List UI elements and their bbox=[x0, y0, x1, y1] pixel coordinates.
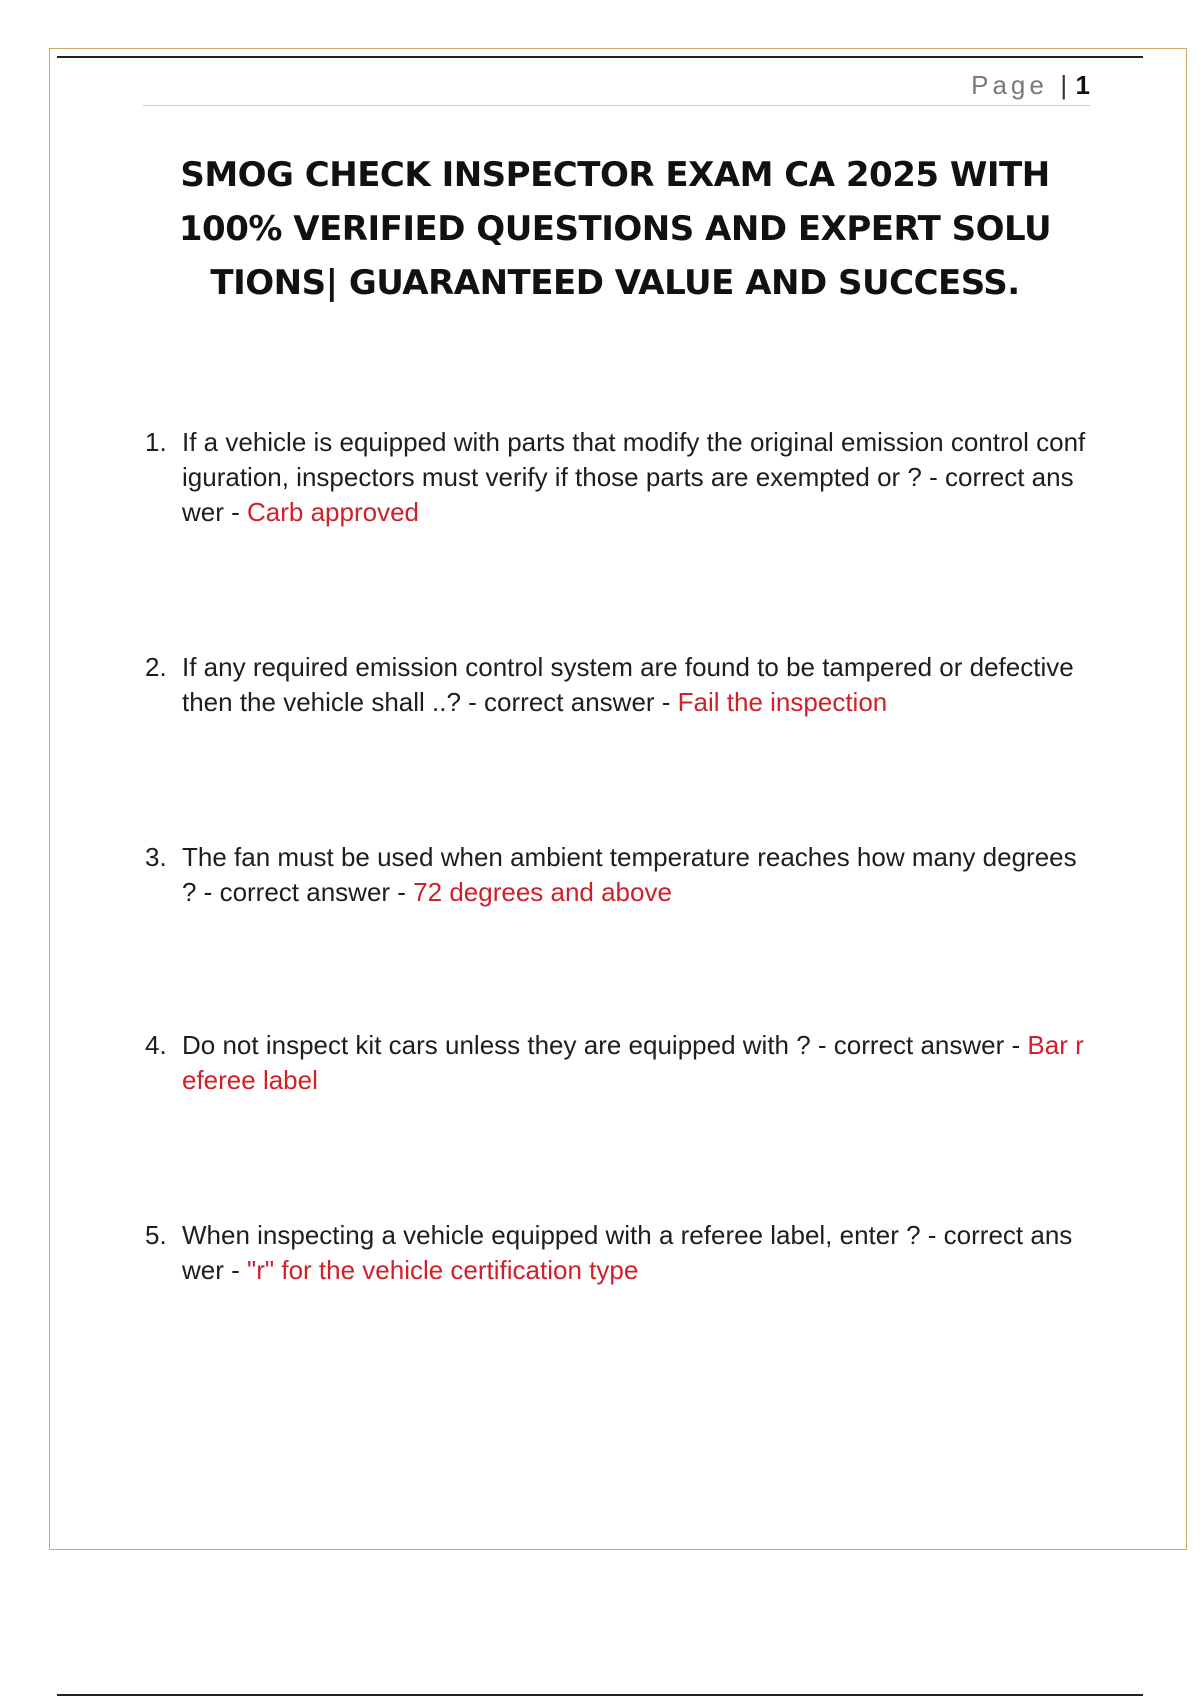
bottom-rule bbox=[57, 1694, 1143, 1696]
correct-answer: Bar referee label bbox=[182, 1030, 1084, 1095]
question-item bbox=[143, 840, 1088, 910]
question-text: When inspecting a vehicle equipped with a referee label, enter ? - correct answer - bbox=[182, 1220, 1073, 1285]
question-text: If any required emission control system are found to be tampered or defective then the vehicle shall ..? - correct answer - bbox=[182, 652, 1074, 717]
question-number: 3. bbox=[145, 842, 167, 872]
question-number: 1. bbox=[145, 427, 167, 457]
question-text: The fan must be used when ambient temperature reaches how many degrees ? - correct answer - bbox=[182, 842, 1077, 907]
question-item bbox=[143, 425, 1088, 530]
question-item bbox=[143, 1218, 1088, 1288]
question-text-block bbox=[182, 1028, 1088, 1098]
question-number: 4. bbox=[145, 1030, 167, 1060]
correct-answer: 72 degrees and above bbox=[413, 877, 672, 907]
question-text: If a vehicle is equipped with parts that modify the original emission control configuration, inspectors must verify if those parts are exempted or ? - correct answer - bbox=[182, 427, 1086, 527]
correct-answer: "r" for the vehicle certification type bbox=[247, 1255, 639, 1285]
correct-answer: Fail the inspection bbox=[677, 687, 888, 717]
page-label: Page bbox=[971, 70, 1048, 100]
question-item bbox=[143, 1028, 1088, 1098]
correct-answer: Carb approved bbox=[247, 497, 419, 527]
page-separator: | bbox=[1060, 70, 1068, 100]
question-text-block bbox=[182, 650, 1088, 720]
question-number: 2. bbox=[145, 652, 167, 682]
page-header bbox=[143, 70, 1090, 106]
document-title: SMOG CHECK INSPECTOR EXAM CA 2025 WITH 100% VERIFIED QUESTIONS AND EXPERT SOLUTIONS| GUARANTEED VALUE AND SUCCESS. bbox=[178, 155, 1052, 303]
question-text: Do not inspect kit cars unless they are equipped with ? - correct answer - bbox=[182, 1030, 1028, 1060]
question-text-block bbox=[182, 840, 1088, 910]
question-number: 5. bbox=[145, 1220, 167, 1250]
page-number: 1 bbox=[1075, 70, 1090, 100]
question-text-block bbox=[182, 425, 1088, 530]
question-text-block bbox=[182, 1218, 1088, 1288]
question-item bbox=[143, 650, 1088, 720]
